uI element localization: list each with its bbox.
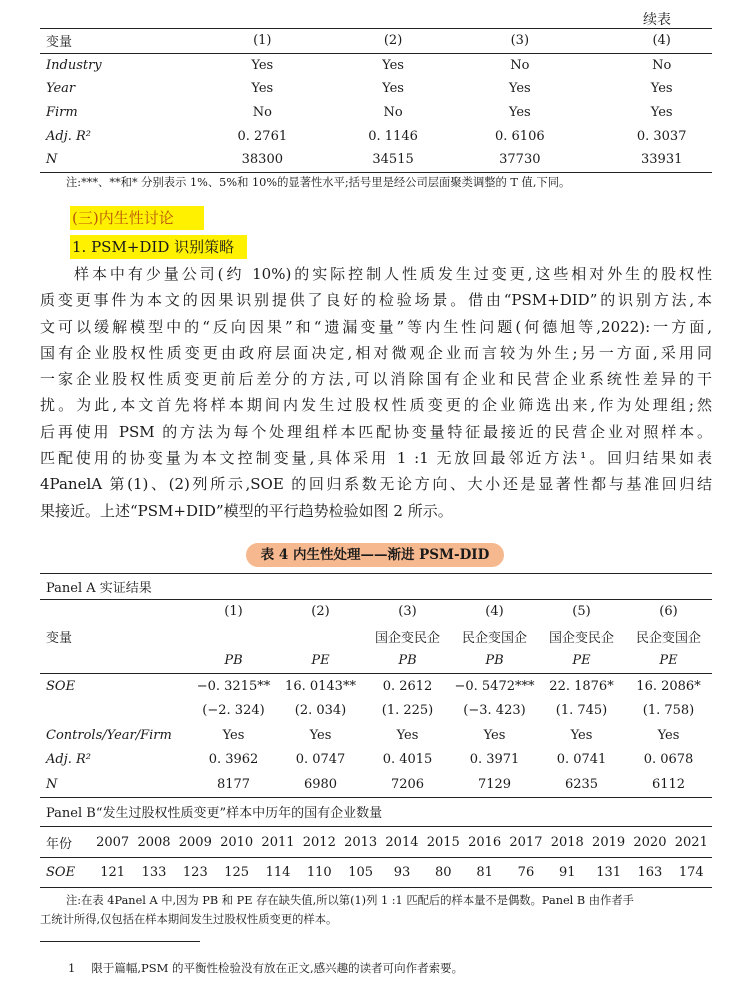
table-row	[40, 124, 712, 148]
table-cell: Yes	[570, 727, 593, 743]
footnote	[68, 960, 463, 976]
table-cell: 0. 3962	[208, 752, 259, 768]
year-cell: 2018	[547, 828, 588, 858]
table-cell: 0. 4015	[382, 752, 433, 768]
year-cell: 2014	[381, 828, 422, 858]
year-cell: 2011	[257, 828, 298, 858]
table-row	[40, 53, 712, 77]
table-cell: (2. 034)	[294, 703, 347, 719]
count-cell: 123	[175, 858, 216, 888]
row-label: Adj. R²	[46, 752, 92, 768]
paragraph-line: 一家企业股权性质变更前后差分的方法,可以消除国有企业和民营企业系统性差异的干	[40, 370, 712, 389]
soe-count-row	[40, 858, 712, 888]
dep-var: PE	[277, 649, 364, 674]
table-cell: No	[652, 57, 672, 73]
table-cell: 0. 0741	[556, 752, 607, 768]
count-cell: 114	[257, 858, 298, 888]
year-cell: 2009	[175, 828, 216, 858]
count-cell: 93	[381, 858, 422, 888]
table-cell: Yes	[222, 727, 245, 743]
footnote-text: 限于篇幅,PSM 的平衡性检验没有放在正文,感兴趣的读者可向作者索要。	[91, 961, 464, 975]
paragraph-line: 样本中有少量公司(约 10%)的实际控制人性质发生过变更,这些相对外生的股权性	[74, 265, 712, 283]
table-cell: 16. 2086*	[636, 678, 701, 694]
table-cell: 0. 1146	[368, 128, 418, 144]
row-label: Adj. R²	[46, 128, 92, 144]
dep-var: PE	[625, 649, 712, 674]
table-cell: 0. 3971	[469, 752, 520, 768]
table-cell: 6112	[625, 772, 712, 797]
footnote-divider	[40, 941, 200, 942]
table-4-note-line-1: 注:在表 4Panel A 中,因为 PB 和 PE 存在缺失值,所以第(1)列 1 :1 匹配后的样本量不是偶数。Panel B 由作者手	[66, 894, 634, 907]
dep-var: PB	[364, 649, 451, 674]
table-cell: 0. 0747	[295, 752, 346, 768]
soe-coef-row	[40, 674, 712, 699]
col-group: 民企变国企	[635, 630, 701, 646]
year-cell: 2019	[588, 828, 629, 858]
count-cell: 133	[133, 858, 174, 888]
table-cell: 16. 0143**	[285, 678, 356, 694]
table-cell: 22. 1876*	[549, 678, 614, 694]
row-label: Controls/Year/Firm	[46, 727, 172, 743]
table-cell: 0. 2761	[237, 128, 288, 144]
year-cell: 2012	[299, 828, 340, 858]
subsection-heading-prefix: 1.	[72, 238, 87, 256]
table-cell: Yes	[251, 57, 274, 73]
table-cell: 7129	[451, 772, 538, 797]
count-cell: 163	[629, 858, 670, 888]
table-3-continued	[40, 28, 712, 173]
table-cell: −0. 5472***	[454, 678, 535, 694]
col-number: (2)	[311, 604, 330, 620]
table-cell: Yes	[382, 57, 404, 73]
year-cell: 2020	[629, 828, 670, 858]
count-cell: 81	[464, 858, 505, 888]
row-label: N	[40, 772, 190, 797]
table-cell: No	[510, 57, 530, 73]
table-cell: (−3. 423)	[463, 703, 526, 719]
section-heading-text: 内生性讨论	[98, 209, 174, 227]
year-cell: 2015	[423, 828, 464, 858]
table-cell: 38300	[167, 148, 358, 172]
table-row	[40, 148, 712, 172]
table-cell: No	[252, 105, 272, 121]
table-row	[40, 77, 712, 101]
table-cell: Yes	[650, 81, 673, 97]
table-cell: Yes	[508, 81, 531, 97]
table-cell: 0. 2612	[382, 678, 433, 694]
table-cell: Yes	[650, 105, 673, 121]
subsection-heading	[70, 235, 247, 259]
year-cell: 2013	[340, 828, 381, 858]
table-4-note-line-2: 工统计所得,仅包括在样本期间发生过股权性质变更的样本。	[40, 913, 338, 926]
dep-var: PB	[190, 649, 277, 674]
table-cell: 0. 0678	[643, 752, 694, 768]
paragraph-line: 匹配使用的协变量为本文控制变量,具体采用 1 :1 无放回最邻近方法¹。回归结果如表	[40, 449, 712, 468]
table-note: 注:***、**和* 分别表示 1%、5%和 10%的显著性水平;括号里是经公司层面聚类调整的 T 值,下同。	[66, 176, 571, 189]
paragraph-line: 文可以缓解模型中的“反向因果”和“遗漏变量”等内生性问题(何德旭等,2022):一方面,	[40, 317, 712, 336]
section-heading	[70, 206, 204, 230]
table-cell: (1. 745)	[555, 703, 608, 719]
col-group: 国企变民企	[374, 630, 440, 646]
paragraph-line: 果接近。上述“PSM+DID”模型的平行趋势检验如图 2 所示。	[40, 501, 453, 520]
panel-a-title: Panel A 实证结果	[40, 574, 712, 600]
table-cell: 8177	[190, 772, 277, 797]
count-cell: 91	[547, 858, 588, 888]
group-row	[40, 624, 712, 649]
table-cell: 6980	[277, 772, 364, 797]
col-number: (4)	[485, 604, 504, 620]
table-cell: (1. 225)	[381, 703, 434, 719]
adjr2-row	[40, 748, 712, 773]
table-cell: 37730	[428, 148, 611, 172]
count-cell: 80	[423, 858, 464, 888]
controls-row	[40, 723, 712, 748]
panel-b-title: Panel B“发生过股权性质变更”样本中历年的国有企业数量	[40, 797, 712, 826]
col-group: 民企变国企	[461, 630, 527, 646]
soe-t-row	[40, 699, 712, 724]
paragraph-line: 质变更事件为本文的因果识别提供了良好的检验场景。借由“PSM+DID”的识别方法,本	[40, 291, 712, 310]
header-col-3: (3)	[428, 29, 611, 54]
year-cell: 2021	[671, 828, 712, 858]
count-cell: 76	[505, 858, 546, 888]
table-cell: Yes	[309, 727, 332, 743]
dep-var: PE	[538, 649, 625, 674]
table-cell: Yes	[657, 727, 680, 743]
table-cell: 33931	[611, 148, 712, 172]
variable-label: 变量	[46, 630, 73, 646]
count-cell: 125	[216, 858, 257, 888]
table-cell: −0. 3215**	[196, 678, 271, 694]
continuation-label: 续表	[643, 12, 671, 28]
table-cell: 6235	[538, 772, 625, 797]
header-variable: 变量	[40, 29, 167, 54]
year-cell: 2007	[92, 828, 133, 858]
table-cell: (−2. 324)	[202, 703, 265, 719]
table-cell: No	[383, 105, 403, 121]
col-number: (5)	[572, 604, 591, 620]
dep-var: PB	[451, 649, 538, 674]
panel-a-title-row	[40, 574, 712, 600]
dep-var-row	[40, 649, 712, 674]
table-cell: (1. 758)	[642, 703, 695, 719]
table-cell: 7206	[364, 772, 451, 797]
year-row	[40, 828, 712, 858]
table-cell: Yes	[396, 727, 419, 743]
table-header-row	[40, 29, 712, 54]
count-cell: 105	[340, 858, 381, 888]
paragraph-line: 扰。为此,本文首先将样本期间内发生过股权性质变更的企业筛选出来,作为处理组;然	[40, 396, 712, 415]
body-paragraph	[40, 261, 712, 524]
count-cell: 174	[671, 858, 712, 888]
footnote-number: 1	[68, 961, 76, 975]
table-row	[40, 101, 712, 125]
year-cell: 2016	[464, 828, 505, 858]
table-4-caption: 表 4 内生性处理——渐进 PSM-DID	[246, 543, 504, 567]
row-label: N	[40, 148, 167, 172]
row-label: SOE	[46, 678, 76, 694]
table-cell: Yes	[483, 727, 506, 743]
row-label: SOE	[40, 858, 92, 888]
table-cell: Yes	[382, 81, 404, 97]
table-cell: 0. 3037	[636, 128, 687, 144]
count-cell: 131	[588, 858, 629, 888]
table-cell: 34515	[358, 148, 428, 172]
col-number: (6)	[659, 604, 678, 620]
table-cell: Yes	[508, 105, 531, 121]
table-cell: 0. 6106	[495, 128, 545, 144]
header-col-2: (2)	[358, 29, 428, 54]
count-cell: 110	[299, 858, 340, 888]
row-label: Firm	[46, 105, 78, 121]
paragraph-line: 国有企业股权性质变更由政府层面决定,相对微观企业而言较为外生;另一方面,采用同	[40, 343, 712, 362]
col-number: (1)	[224, 604, 243, 620]
header-col-4: (4)	[611, 29, 712, 54]
col-number: (3)	[398, 604, 417, 620]
header-col-1: (1)	[167, 29, 358, 54]
paragraph-line: 后再使用 PSM 的方法为每个处理组样本匹配协变量特征最接近的民营企业对照样本。	[40, 422, 712, 441]
year-cell: 2017	[505, 828, 546, 858]
col-group: 国企变民企	[548, 630, 614, 646]
row-label: Year	[46, 81, 76, 97]
row-label: Industry	[46, 57, 102, 73]
table-4-panel-b	[40, 828, 712, 888]
year-cell: 2010	[216, 828, 257, 858]
col-number-row	[40, 599, 712, 624]
subsection-heading-text: PSM+DID 识别策略	[91, 238, 235, 256]
count-cell: 121	[92, 858, 133, 888]
table-4-panel-a	[40, 573, 712, 827]
row-label: 年份	[40, 828, 92, 858]
n-row	[40, 772, 712, 797]
table-cell: Yes	[251, 81, 274, 97]
year-cell: 2008	[133, 828, 174, 858]
section-heading-prefix: (三)	[72, 209, 99, 227]
panel-b-title-row	[40, 797, 712, 826]
paragraph-line: 4PanelA 第(1)、(2)列所示,SOE 的回归系数无论方向、大小还是显著性都与基准回归结	[40, 475, 712, 494]
